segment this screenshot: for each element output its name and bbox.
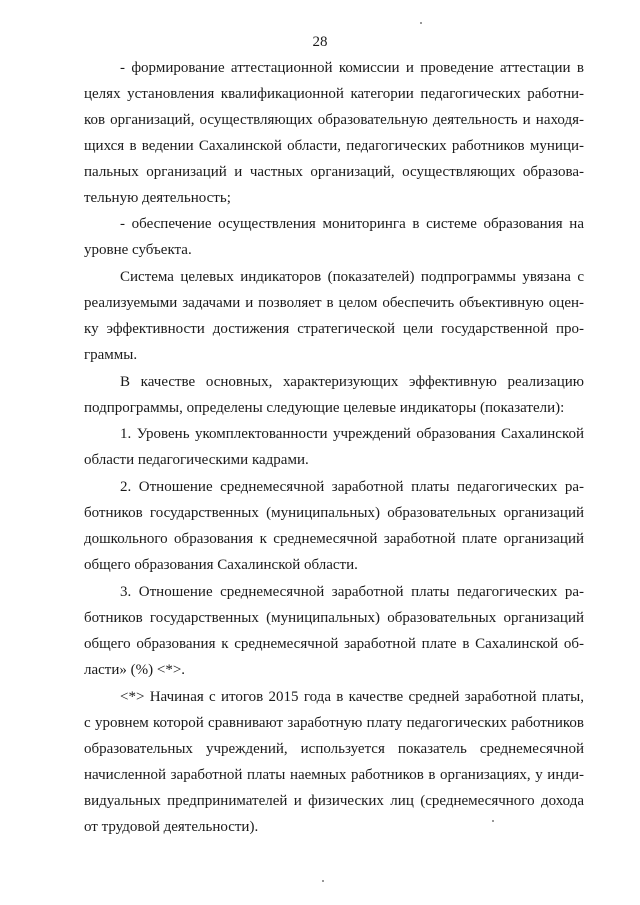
scan-speck bbox=[322, 880, 324, 882]
scan-speck bbox=[492, 820, 494, 822]
text-line: области педагогическими кадрами. bbox=[84, 452, 309, 468]
scan-speck bbox=[420, 22, 422, 24]
text-line: 3. Отношение среднемесячной заработной платы педагогических ра- bbox=[120, 584, 584, 600]
text-line: - обеспечение осуществления мониторинга в системе образования на bbox=[120, 216, 584, 232]
text-line: тельную деятельность; bbox=[84, 190, 231, 206]
text-line: уровне субъекта. bbox=[84, 242, 192, 258]
text-line: дошкольного образования к среднемесячной заработной плате организаций bbox=[84, 531, 584, 547]
text-line: Система целевых индикаторов (показателей) подпрограммы увязана с bbox=[120, 269, 584, 285]
text-line: образовательных учреждений, используется показатель среднемесячной bbox=[84, 741, 584, 757]
text-line: граммы. bbox=[84, 347, 138, 363]
text-line: общего образования к среднемесячной заработной плате в Сахалинской об- bbox=[84, 636, 584, 652]
text-line: щихся в ведении Сахалинской области, педагогических работников муници- bbox=[84, 138, 584, 154]
text-line: ботников государственных (муниципальных) образовательных организаций bbox=[84, 505, 584, 521]
text-line: ласти» (%) <*>. bbox=[84, 662, 186, 678]
text-line: пальных организаций и частных организаций, осуществляющих образова- bbox=[84, 164, 584, 180]
text-line: <*> Начиная с итогов 2015 года в качестве средней заработной платы, bbox=[120, 689, 584, 705]
text-line: от трудовой деятельности). bbox=[84, 819, 259, 835]
text-line: общего образования Сахалинской области. bbox=[84, 557, 358, 573]
text-line: ботников государственных (муниципальных) образовательных организаций bbox=[84, 610, 584, 626]
page-number: 28 bbox=[312, 34, 328, 50]
text-line: начисленной заработной платы наемных работников в организациях, у инди- bbox=[84, 767, 584, 783]
text-line: реализуемыми задачами и позволяет в целом обеспечить объективную оцен- bbox=[84, 295, 584, 311]
text-line: с уровнем которой сравнивают заработную плату педагогических работников bbox=[84, 715, 584, 731]
text-line: видуальных предпринимателей и физических лиц (среднемесячного дохода bbox=[84, 793, 584, 809]
text-line: - формирование аттестационной комиссии и проведение аттестации в bbox=[120, 60, 584, 76]
text-line: ку эффективности достижения стратегической цели государственной про- bbox=[84, 321, 584, 337]
text-line: В качестве основных, характеризующих эффективную реализацию bbox=[120, 374, 584, 390]
text-line: подпрограммы, определены следующие целевые индикаторы (показатели): bbox=[84, 400, 565, 416]
text-line: ков организаций, осуществляющих образовательную деятельность и находя- bbox=[84, 112, 584, 128]
text-line: 1. Уровень укомплектованности учреждений образования Сахалинской bbox=[120, 426, 584, 442]
text-line: целях установления квалификационной категории педагогических работни- bbox=[84, 86, 584, 102]
text-line: 2. Отношение среднемесячной заработной платы педагогических ра- bbox=[120, 479, 584, 495]
